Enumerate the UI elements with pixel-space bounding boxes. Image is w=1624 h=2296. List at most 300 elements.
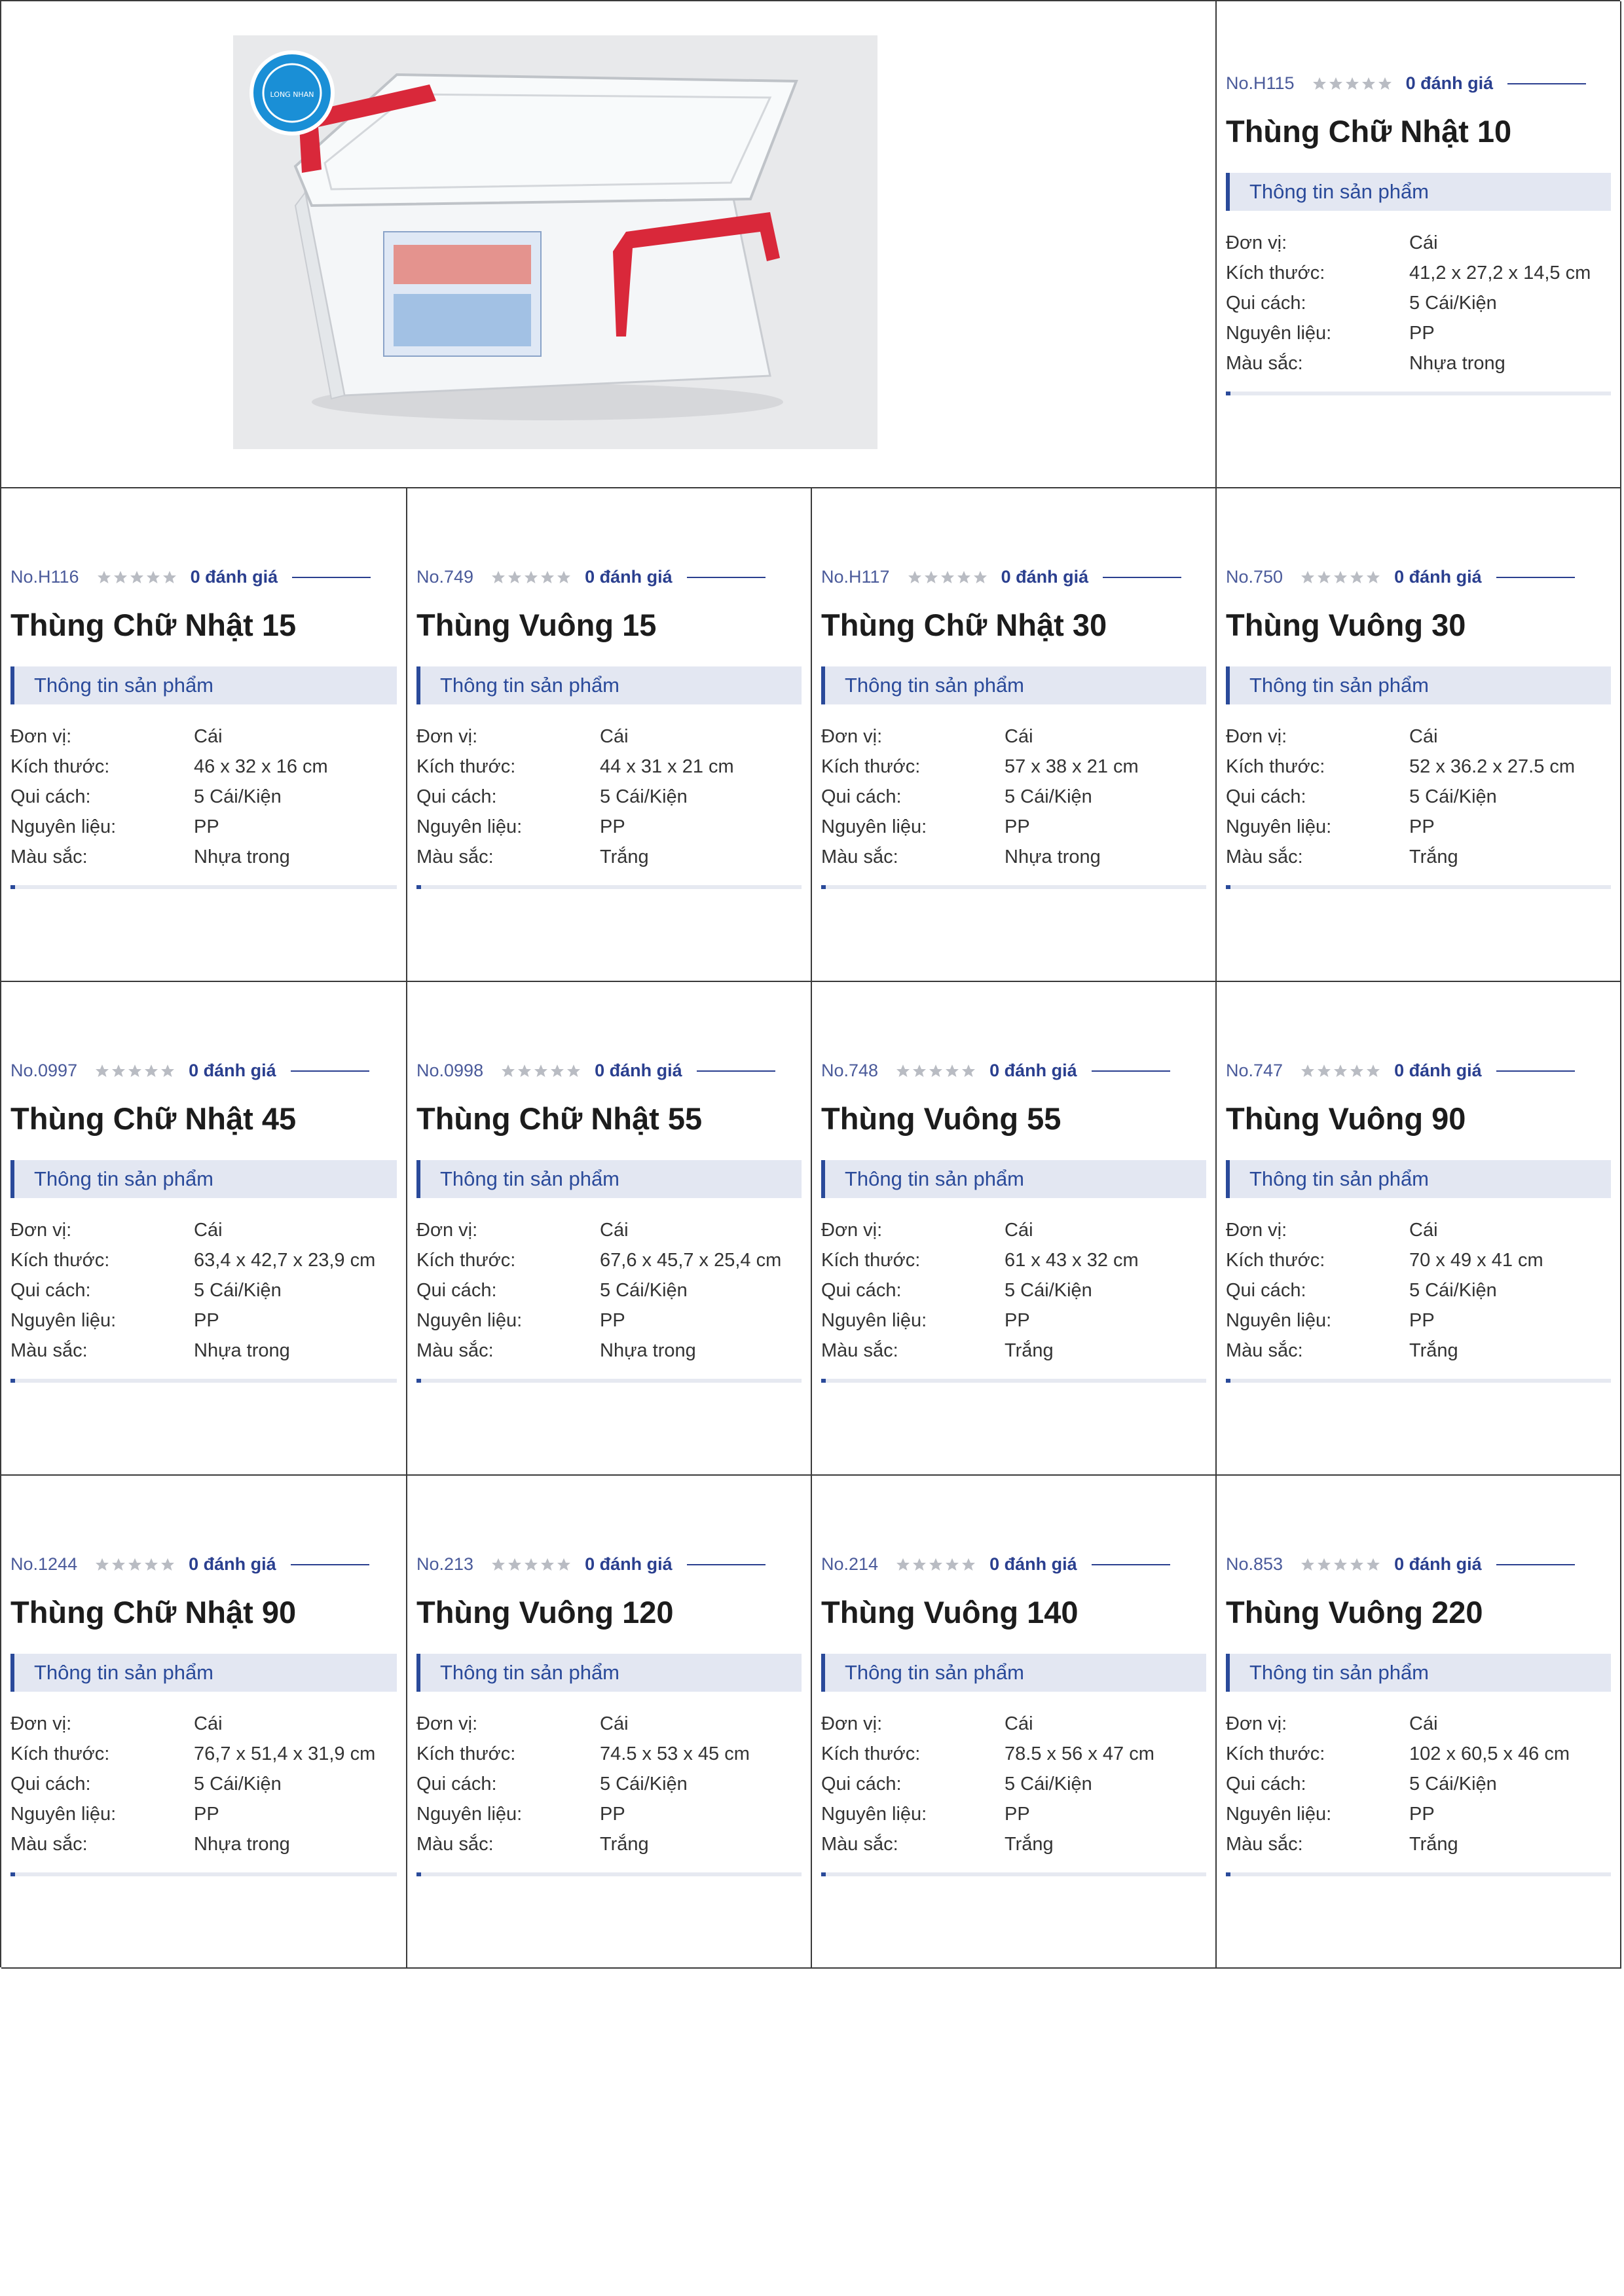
star-icon bbox=[111, 1063, 126, 1079]
product-card bbox=[10, 567, 397, 889]
rating-stars bbox=[490, 570, 572, 585]
star-icon bbox=[1300, 1063, 1316, 1079]
spec-row-packing bbox=[1226, 1769, 1611, 1799]
star-icon bbox=[912, 1063, 927, 1079]
star-icon bbox=[1361, 76, 1376, 92]
star-icon bbox=[912, 1557, 927, 1573]
spec-label: Kích thước: bbox=[10, 1249, 110, 1271]
spec-value: Trắng bbox=[600, 846, 649, 867]
product-meta bbox=[416, 567, 802, 587]
star-icon bbox=[143, 1063, 159, 1079]
spec-value: Cái bbox=[1409, 232, 1438, 253]
product-title: Thùng Vuông 140 bbox=[821, 1595, 1079, 1630]
spec-list bbox=[416, 1709, 802, 1859]
spec-label: Màu sắc: bbox=[10, 1833, 88, 1855]
rating-count: 0 đánh giá bbox=[190, 567, 278, 587]
product-meta bbox=[1226, 567, 1611, 587]
spec-label: Đơn vị: bbox=[10, 1219, 72, 1241]
meta-divider bbox=[687, 577, 766, 578]
spec-label: Màu sắc: bbox=[416, 846, 494, 867]
spec-label: Qui cách: bbox=[821, 1279, 902, 1301]
star-icon bbox=[113, 570, 128, 585]
product-card bbox=[416, 1554, 802, 1876]
spec-row-material bbox=[821, 1799, 1206, 1829]
spec-row-color bbox=[821, 842, 1206, 872]
meta-divider bbox=[1092, 1070, 1170, 1072]
rating-stars bbox=[490, 1557, 572, 1573]
card-bottom-bar bbox=[821, 1379, 1206, 1383]
meta-divider bbox=[1103, 577, 1181, 578]
spec-row-color bbox=[1226, 842, 1611, 872]
spec-label: Nguyên liệu: bbox=[10, 1803, 117, 1825]
rating-stars bbox=[1300, 570, 1381, 585]
meta-divider bbox=[1496, 1070, 1575, 1072]
spec-row-packing bbox=[821, 782, 1206, 812]
star-icon bbox=[972, 570, 988, 585]
spec-label: Màu sắc: bbox=[821, 1339, 898, 1361]
spec-value: Cái bbox=[194, 725, 223, 747]
spec-row-unit bbox=[1226, 1215, 1611, 1245]
spec-value: 61 x 43 x 32 cm bbox=[1005, 1249, 1139, 1271]
spec-row-packing bbox=[416, 1275, 802, 1305]
meta-divider bbox=[687, 1564, 766, 1565]
spec-value: Nhựa trong bbox=[194, 846, 290, 867]
spec-row-size bbox=[1226, 1739, 1611, 1769]
spec-label: Đơn vị: bbox=[10, 1713, 72, 1734]
spec-label: Qui cách: bbox=[10, 786, 91, 807]
storage-box-image bbox=[233, 35, 877, 449]
star-icon bbox=[566, 1063, 581, 1079]
product-title: Thùng Chữ Nhật 90 bbox=[10, 1595, 297, 1630]
rating-count: 0 đánh giá bbox=[585, 567, 673, 587]
spec-value: 78.5 x 56 x 47 cm bbox=[1005, 1743, 1154, 1764]
spec-value: Nhựa trong bbox=[194, 1339, 290, 1361]
spec-label: Qui cách: bbox=[1226, 786, 1306, 807]
product-code: No.H117 bbox=[821, 567, 890, 587]
product-photo bbox=[233, 35, 877, 449]
spec-list bbox=[10, 1709, 397, 1859]
star-icon bbox=[507, 1557, 523, 1573]
spec-row-unit bbox=[821, 721, 1206, 752]
star-icon bbox=[1333, 570, 1348, 585]
product-card bbox=[821, 1061, 1206, 1383]
spec-label: Đơn vị: bbox=[1226, 232, 1287, 253]
product-title: Thùng Vuông 90 bbox=[1226, 1101, 1466, 1136]
product-cell-7 bbox=[812, 982, 1217, 1476]
spec-label: Kích thước: bbox=[10, 1743, 110, 1764]
spec-label: Kích thước: bbox=[1226, 1743, 1325, 1764]
spec-row-color bbox=[416, 1336, 802, 1366]
spec-label: Kích thước: bbox=[10, 756, 110, 777]
info-heading: Thông tin sản phẩm bbox=[416, 666, 802, 704]
spec-label: Nguyên liệu: bbox=[821, 816, 927, 837]
spec-value: Cái bbox=[194, 1713, 223, 1734]
spec-value: Cái bbox=[600, 1219, 629, 1241]
spec-value: Nhựa trong bbox=[1005, 846, 1101, 867]
spec-label: Nguyên liệu: bbox=[10, 816, 117, 837]
spec-row-unit bbox=[821, 1709, 1206, 1739]
spec-label: Màu sắc: bbox=[416, 1833, 494, 1855]
spec-value: PP bbox=[1409, 322, 1435, 344]
spec-row-size bbox=[416, 752, 802, 782]
spec-label: Màu sắc: bbox=[821, 846, 898, 867]
spec-label: Kích thước: bbox=[416, 1249, 516, 1271]
card-bottom-bar bbox=[821, 1872, 1206, 1876]
spec-row-material bbox=[1226, 318, 1611, 348]
star-icon bbox=[1344, 76, 1360, 92]
spec-value: 52 x 36.2 x 27.5 cm bbox=[1409, 756, 1576, 777]
star-icon bbox=[923, 570, 939, 585]
info-heading: Thông tin sản phẩm bbox=[1226, 666, 1611, 704]
spec-list bbox=[1226, 1709, 1611, 1859]
spec-row-material bbox=[1226, 812, 1611, 842]
product-code: No.0998 bbox=[416, 1061, 484, 1080]
meta-divider bbox=[1496, 577, 1575, 578]
product-code: No.747 bbox=[1226, 1061, 1283, 1080]
rating-stars bbox=[907, 570, 988, 585]
spec-value: 5 Cái/Kiện bbox=[1409, 1279, 1497, 1301]
rating-count: 0 đánh giá bbox=[189, 1061, 276, 1080]
spec-label: Nguyên liệu: bbox=[416, 1309, 523, 1331]
star-icon bbox=[1316, 1557, 1332, 1573]
spec-row-unit bbox=[10, 1709, 397, 1739]
spec-label: Đơn vị: bbox=[1226, 1219, 1287, 1241]
spec-value: PP bbox=[600, 1803, 625, 1825]
star-icon bbox=[145, 570, 161, 585]
product-meta bbox=[10, 1554, 397, 1575]
info-heading: Thông tin sản phẩm bbox=[416, 1654, 802, 1692]
spec-label: Nguyên liệu: bbox=[1226, 322, 1332, 344]
product-cell-11 bbox=[812, 1476, 1217, 1969]
star-icon bbox=[96, 570, 112, 585]
star-icon bbox=[928, 1063, 944, 1079]
spec-value: Cái bbox=[1005, 1219, 1033, 1241]
star-icon bbox=[961, 1063, 976, 1079]
product-card bbox=[821, 1554, 1206, 1876]
spec-value: PP bbox=[1005, 1803, 1030, 1825]
star-icon bbox=[944, 1063, 960, 1079]
spec-row-packing bbox=[416, 1769, 802, 1799]
spec-label: Qui cách: bbox=[1226, 1279, 1306, 1301]
meta-divider bbox=[1496, 1564, 1575, 1565]
product-card bbox=[416, 1061, 802, 1383]
star-icon bbox=[1316, 1063, 1332, 1079]
spec-list bbox=[821, 1709, 1206, 1859]
product-card bbox=[821, 567, 1206, 889]
spec-list bbox=[1226, 721, 1611, 872]
spec-label: Nguyên liệu: bbox=[416, 816, 523, 837]
star-icon bbox=[160, 1557, 175, 1573]
spec-row-size bbox=[10, 1739, 397, 1769]
product-cell-4 bbox=[1217, 488, 1621, 982]
spec-value: PP bbox=[1409, 1803, 1435, 1825]
product-title: Thùng Vuông 30 bbox=[1226, 608, 1466, 642]
star-icon bbox=[1365, 1063, 1381, 1079]
info-heading: Thông tin sản phẩm bbox=[1226, 1160, 1611, 1198]
spec-value: Cái bbox=[1005, 725, 1033, 747]
spec-row-color bbox=[821, 1336, 1206, 1366]
star-icon bbox=[127, 1557, 143, 1573]
spec-value: PP bbox=[1005, 1309, 1030, 1331]
star-icon bbox=[1316, 570, 1332, 585]
product-code: No.749 bbox=[416, 567, 474, 587]
star-icon bbox=[1328, 76, 1344, 92]
star-icon bbox=[1365, 570, 1381, 585]
product-cell-6 bbox=[407, 982, 812, 1476]
info-heading: Thông tin sản phẩm bbox=[10, 666, 397, 704]
star-icon bbox=[1333, 1557, 1348, 1573]
product-meta bbox=[1226, 73, 1611, 94]
product-code: No.1244 bbox=[10, 1554, 78, 1574]
meta-divider bbox=[1507, 83, 1586, 84]
product-title: Thùng Chữ Nhật 30 bbox=[821, 608, 1107, 642]
product-code: No.853 bbox=[1226, 1554, 1283, 1574]
spec-row-material bbox=[1226, 1799, 1611, 1829]
card-bottom-bar bbox=[821, 885, 1206, 889]
spec-value: Trắng bbox=[600, 1833, 649, 1855]
product-card bbox=[1226, 1554, 1611, 1876]
card-bottom-bar bbox=[416, 1379, 802, 1383]
star-icon bbox=[490, 570, 506, 585]
spec-value: Trắng bbox=[1005, 1339, 1054, 1361]
star-icon bbox=[507, 570, 523, 585]
spec-row-packing bbox=[821, 1275, 1206, 1305]
rating-count: 0 đánh giá bbox=[189, 1554, 276, 1574]
spec-label: Đơn vị: bbox=[416, 1713, 478, 1734]
spec-value: 5 Cái/Kiện bbox=[194, 1773, 282, 1795]
spec-label: Đơn vị: bbox=[1226, 1713, 1287, 1734]
spec-value: Cái bbox=[600, 1713, 629, 1734]
product-card bbox=[1226, 1061, 1611, 1383]
rating-stars bbox=[1300, 1557, 1381, 1573]
spec-row-color bbox=[1226, 1336, 1611, 1366]
star-icon bbox=[162, 570, 177, 585]
card-bottom-bar bbox=[10, 885, 397, 889]
card-bottom-bar bbox=[10, 1872, 397, 1876]
star-icon bbox=[1377, 76, 1393, 92]
star-icon bbox=[961, 1557, 976, 1573]
spec-label: Qui cách: bbox=[416, 1773, 497, 1795]
product-cell-5 bbox=[1, 982, 407, 1476]
spec-label: Màu sắc: bbox=[821, 1833, 898, 1855]
star-icon bbox=[94, 1063, 110, 1079]
card-bottom-bar bbox=[1226, 885, 1611, 889]
spec-row-color bbox=[821, 1829, 1206, 1859]
product-cell-8 bbox=[1217, 982, 1621, 1476]
spec-row-material bbox=[416, 1799, 802, 1829]
star-icon bbox=[1349, 1063, 1365, 1079]
rating-count: 0 đánh giá bbox=[1394, 567, 1482, 587]
info-heading: Thông tin sản phẩm bbox=[821, 1654, 1206, 1692]
star-icon bbox=[160, 1063, 175, 1079]
spec-label: Kích thước: bbox=[821, 1743, 921, 1764]
spec-value: Cái bbox=[194, 1219, 223, 1241]
spec-value: 5 Cái/Kiện bbox=[1005, 1773, 1092, 1795]
spec-row-packing bbox=[1226, 1275, 1611, 1305]
card-bottom-bar bbox=[1226, 1379, 1611, 1383]
spec-row-packing bbox=[1226, 782, 1611, 812]
star-icon bbox=[127, 1063, 143, 1079]
spec-row-material bbox=[416, 812, 802, 842]
spec-row-material bbox=[10, 1799, 397, 1829]
rating-count: 0 đánh giá bbox=[1394, 1554, 1482, 1574]
spec-value: 46 x 32 x 16 cm bbox=[194, 756, 328, 777]
rating-count: 0 đánh giá bbox=[989, 1061, 1077, 1080]
spec-row-material bbox=[10, 812, 397, 842]
spec-value: 5 Cái/Kiện bbox=[600, 786, 688, 807]
spec-row-size bbox=[1226, 258, 1611, 288]
info-heading: Thông tin sản phẩm bbox=[416, 1160, 802, 1198]
product-meta bbox=[821, 1061, 1206, 1081]
spec-row-material bbox=[10, 1305, 397, 1336]
star-icon bbox=[928, 1557, 944, 1573]
spec-value: Trắng bbox=[1409, 846, 1458, 867]
rating-count: 0 đánh giá bbox=[595, 1061, 682, 1080]
star-icon bbox=[523, 1557, 539, 1573]
spec-value: 5 Cái/Kiện bbox=[194, 1279, 282, 1301]
product-meta bbox=[10, 567, 397, 587]
spec-value: PP bbox=[1409, 816, 1435, 837]
spec-label: Nguyên liệu: bbox=[416, 1803, 523, 1825]
spec-value: PP bbox=[194, 1803, 219, 1825]
spec-value: Cái bbox=[1409, 1219, 1438, 1241]
spec-row-size bbox=[821, 1739, 1206, 1769]
spec-value: Trắng bbox=[1409, 1833, 1458, 1855]
rating-count: 0 đánh giá bbox=[1394, 1061, 1482, 1080]
rating-count: 0 đánh giá bbox=[1001, 567, 1089, 587]
spec-label: Qui cách: bbox=[821, 786, 902, 807]
spec-label: Kích thước: bbox=[416, 1743, 516, 1764]
spec-value: 5 Cái/Kiện bbox=[1409, 1773, 1497, 1795]
spec-label: Qui cách: bbox=[416, 1279, 497, 1301]
spec-row-color bbox=[10, 842, 397, 872]
product-meta bbox=[10, 1061, 397, 1081]
star-icon bbox=[129, 570, 145, 585]
product-title: Thùng Vuông 120 bbox=[416, 1595, 674, 1630]
spec-value: 76,7 x 51,4 x 31,9 cm bbox=[194, 1743, 376, 1764]
star-icon bbox=[1333, 1063, 1348, 1079]
spec-label: Nguyên liệu: bbox=[821, 1309, 927, 1331]
rating-stars bbox=[94, 1557, 175, 1573]
spec-value: 5 Cái/Kiện bbox=[1005, 1279, 1092, 1301]
product-card bbox=[416, 567, 802, 889]
spec-value: PP bbox=[194, 816, 219, 837]
star-icon bbox=[1365, 1557, 1381, 1573]
product-title: Thùng Chữ Nhật 45 bbox=[10, 1101, 297, 1136]
spec-label: Đơn vị: bbox=[821, 1713, 883, 1734]
product-meta bbox=[1226, 1061, 1611, 1081]
spec-label: Nguyên liệu: bbox=[1226, 1803, 1332, 1825]
card-bottom-bar bbox=[416, 1872, 802, 1876]
spec-value: 74.5 x 53 x 45 cm bbox=[600, 1743, 750, 1764]
star-icon bbox=[540, 1557, 555, 1573]
spec-row-unit bbox=[416, 1709, 802, 1739]
rating-count: 0 đánh giá bbox=[1405, 73, 1494, 93]
product-code: No.H116 bbox=[10, 567, 79, 587]
rating-stars bbox=[895, 1063, 976, 1079]
spec-row-color bbox=[1226, 348, 1611, 378]
product-cell-10 bbox=[407, 1476, 812, 1969]
spec-row-material bbox=[416, 1305, 802, 1336]
spec-row-packing bbox=[1226, 288, 1611, 318]
spec-label: Kích thước: bbox=[1226, 1249, 1325, 1271]
spec-label: Nguyên liệu: bbox=[10, 1309, 117, 1331]
product-cell-9 bbox=[1, 1476, 407, 1969]
spec-label: Nguyên liệu: bbox=[1226, 1309, 1332, 1331]
spec-row-material bbox=[821, 1305, 1206, 1336]
product-title: Thùng Chữ Nhật 55 bbox=[416, 1101, 703, 1136]
spec-value: Nhựa trong bbox=[1409, 352, 1505, 374]
info-heading: Thông tin sản phẩm bbox=[10, 1654, 397, 1692]
product-cell-3 bbox=[812, 488, 1217, 982]
info-heading: Thông tin sản phẩm bbox=[821, 1160, 1206, 1198]
meta-divider bbox=[1092, 1564, 1170, 1565]
spec-label: Kích thước: bbox=[416, 756, 516, 777]
spec-row-unit bbox=[10, 721, 397, 752]
product-meta bbox=[416, 1061, 802, 1081]
star-icon bbox=[111, 1557, 126, 1573]
product-cell-0 bbox=[1217, 1, 1621, 488]
rating-count: 0 đánh giá bbox=[585, 1554, 673, 1574]
spec-row-packing bbox=[416, 782, 802, 812]
spec-value: 5 Cái/Kiện bbox=[600, 1773, 688, 1795]
rating-stars bbox=[94, 1063, 175, 1079]
spec-row-packing bbox=[10, 782, 397, 812]
spec-row-size bbox=[821, 1245, 1206, 1275]
spec-row-color bbox=[416, 842, 802, 872]
product-code: No.H115 bbox=[1226, 73, 1295, 93]
logo-text: LONG NHAN bbox=[270, 90, 314, 99]
star-icon bbox=[143, 1557, 159, 1573]
spec-label: Qui cách: bbox=[1226, 1773, 1306, 1795]
star-icon bbox=[517, 1063, 532, 1079]
star-icon bbox=[556, 1557, 572, 1573]
spec-row-material bbox=[1226, 1305, 1611, 1336]
product-meta bbox=[1226, 1554, 1611, 1575]
spec-label: Màu sắc: bbox=[1226, 1833, 1303, 1855]
product-title: Thùng Vuông 55 bbox=[821, 1101, 1061, 1136]
spec-row-size bbox=[1226, 1245, 1611, 1275]
rating-stars bbox=[1300, 1063, 1381, 1079]
spec-row-unit bbox=[10, 1215, 397, 1245]
spec-value: PP bbox=[600, 1309, 625, 1331]
spec-label: Nguyên liệu: bbox=[1226, 816, 1332, 837]
star-icon bbox=[1300, 1557, 1316, 1573]
spec-row-size bbox=[10, 1245, 397, 1275]
spec-value: 5 Cái/Kiện bbox=[1005, 786, 1092, 807]
hero-cell bbox=[1, 1, 1217, 488]
spec-value: PP bbox=[1005, 816, 1030, 837]
spec-value: Nhựa trong bbox=[194, 1833, 290, 1855]
spec-row-unit bbox=[416, 1215, 802, 1245]
spec-label: Đơn vị: bbox=[1226, 725, 1287, 747]
spec-value: 5 Cái/Kiện bbox=[1409, 292, 1497, 314]
spec-value: Nhựa trong bbox=[600, 1339, 696, 1361]
star-icon bbox=[490, 1557, 506, 1573]
spec-value: 5 Cái/Kiện bbox=[600, 1279, 688, 1301]
product-cell-12 bbox=[1217, 1476, 1621, 1969]
spec-value: 63,4 x 42,7 x 23,9 cm bbox=[194, 1249, 376, 1271]
spec-value: Cái bbox=[1005, 1713, 1033, 1734]
spec-label: Đơn vị: bbox=[821, 1219, 883, 1241]
spec-label: Kích thước: bbox=[821, 1249, 921, 1271]
spec-row-unit bbox=[1226, 1709, 1611, 1739]
star-icon bbox=[533, 1063, 549, 1079]
spec-list bbox=[10, 1215, 397, 1366]
spec-row-unit bbox=[821, 1215, 1206, 1245]
star-icon bbox=[940, 570, 955, 585]
star-icon bbox=[956, 570, 972, 585]
